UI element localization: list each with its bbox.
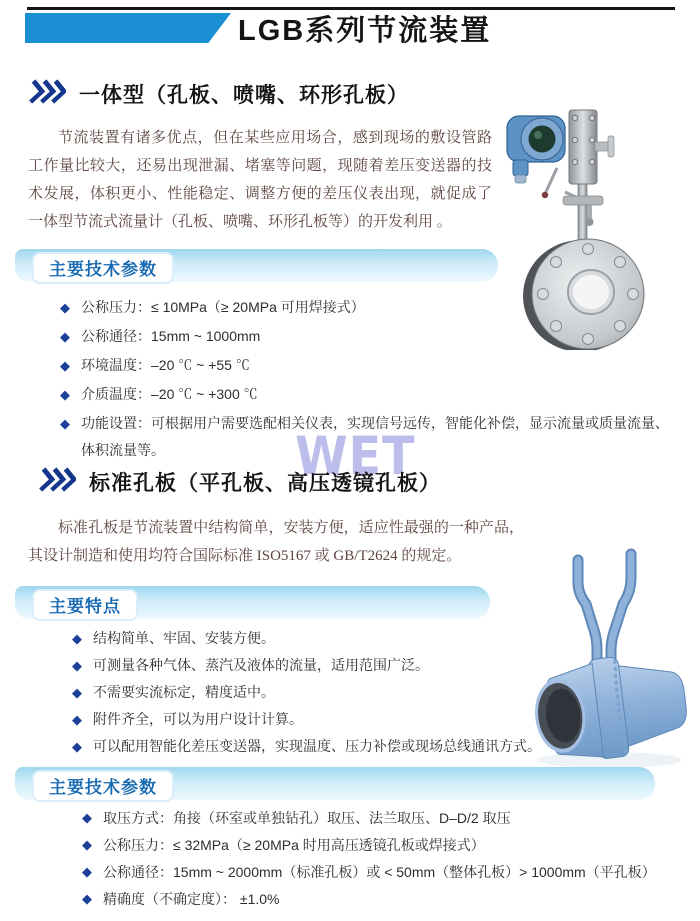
section1-params-badge: 主要技术参数 [32, 252, 174, 284]
spec-text: 功能设置：可根据用户需要选配相关仪表，实现信号远传，智能化补偿，显示流量或质量流量、体积流量等。 [81, 415, 669, 458]
spec-item [82, 860, 694, 884]
section1-params-bar [15, 249, 498, 282]
feature-text: 结构简单、牢固、安装方便。 [93, 630, 275, 646]
section1-title: 一体型（孔板、喷嘴、环形孔板） [79, 83, 409, 107]
triple-chevron-icon [38, 466, 76, 498]
diamond-bullet-icon: ◆ [72, 658, 82, 673]
feature-item [72, 626, 542, 651]
feature-text: 不需要实流标定，精度适中。 [93, 684, 275, 700]
section2-params-bar [15, 767, 655, 800]
section2-intro: 标准孔板是节流装置中结构简单，安装方便，适应性最强的一种产品，其设计制造和使用均符合国际标准 ISO5167 或 GB/T2624 的规定。 [28, 520, 524, 564]
feature-text: 可测量各种气体、蒸汽及液体的流量，适用范围广泛。 [93, 657, 429, 673]
section2-features-badge: 主要特点 [32, 589, 138, 621]
diamond-bullet-icon: ◆ [82, 810, 92, 825]
spec-text: 环境温度：–20 ℃ ~ +55 ℃ [81, 357, 250, 373]
page-title: LGB系列节流装置 [238, 15, 492, 47]
section2-title: 标准孔板（平孔板、高压透镜孔板） [89, 471, 441, 495]
spec-item [60, 323, 682, 350]
header-accent-shape [25, 13, 231, 43]
spec-item [82, 833, 694, 857]
feature-item [72, 653, 542, 678]
diamond-bullet-icon: ◆ [60, 300, 70, 315]
diamond-bullet-icon: ◆ [82, 891, 92, 906]
spec-item [82, 806, 694, 830]
section2-params-list [82, 806, 694, 914]
diamond-bullet-icon: ◆ [60, 416, 70, 431]
diamond-bullet-icon: ◆ [72, 712, 82, 727]
section2-features-list [72, 626, 542, 761]
triple-chevron-icon [28, 78, 66, 110]
diamond-bullet-icon: ◆ [60, 329, 70, 344]
diamond-bullet-icon: ◆ [72, 631, 82, 646]
feature-text: 可以配用智能化差压变送器，实现温度、压力补偿或现场总线通讯方式。 [93, 738, 541, 754]
diamond-bullet-icon: ◆ [82, 837, 92, 852]
diamond-bullet-icon: ◆ [82, 864, 92, 879]
spec-item [60, 352, 682, 379]
section1-heading [28, 78, 409, 110]
feature-item [72, 707, 542, 732]
spec-text: 取压方式：角接（环室或单独钻孔）取压、法兰取压、D–D/2 取压 [103, 810, 511, 826]
diamond-bullet-icon: ◆ [72, 739, 82, 754]
spec-item [60, 381, 682, 408]
spec-text: 公称压力：≤ 32MPa（≥ 20MPa 时用高压透镜孔板或焊接式） [103, 837, 485, 853]
section2-params-badge: 主要技术参数 [32, 770, 174, 802]
spec-item [82, 887, 694, 911]
welded-throttling-device-photo [518, 546, 696, 774]
diamond-bullet-icon: ◆ [60, 387, 70, 402]
section2-features-bar [15, 586, 490, 619]
feature-item [72, 734, 542, 759]
spec-text: 公称通径：15mm ~ 1000mm [81, 328, 261, 344]
feature-item [72, 680, 542, 705]
diamond-bullet-icon: ◆ [60, 358, 70, 373]
section2-heading [38, 466, 441, 498]
section1-intro: 节流装置有诸多优点，但在某些应用场合，感到现场的敷设管路工作量比较大，还易出现泄漏、堵塞等问题，现随着差压变送器的技术发展，体积更小、性能稳定、调整方便的差压仪表出现，就促成了一体型节流式流量计（孔板、喷嘴、环形孔板等）的开发利用 。 [28, 130, 492, 230]
spec-item [60, 294, 682, 321]
diamond-bullet-icon: ◆ [72, 685, 82, 700]
spec-text: 公称通径：15mm ~ 2000mm（标准孔板）或 < 50mm（整体孔板）> 1000mm（平孔板） [103, 864, 656, 880]
spec-text: 公称压力：≤ 10MPa（≥ 20MPa 可用焊接式） [81, 299, 365, 315]
watermark: WET [295, 426, 416, 487]
spec-text: 介质温度：–20 ℃ ~ +300 ℃ [81, 386, 258, 402]
feature-text: 附件齐全，可以为用户设计计算。 [93, 711, 303, 727]
spec-text: 精确度（不确定度）： ±1.0% [103, 891, 280, 907]
